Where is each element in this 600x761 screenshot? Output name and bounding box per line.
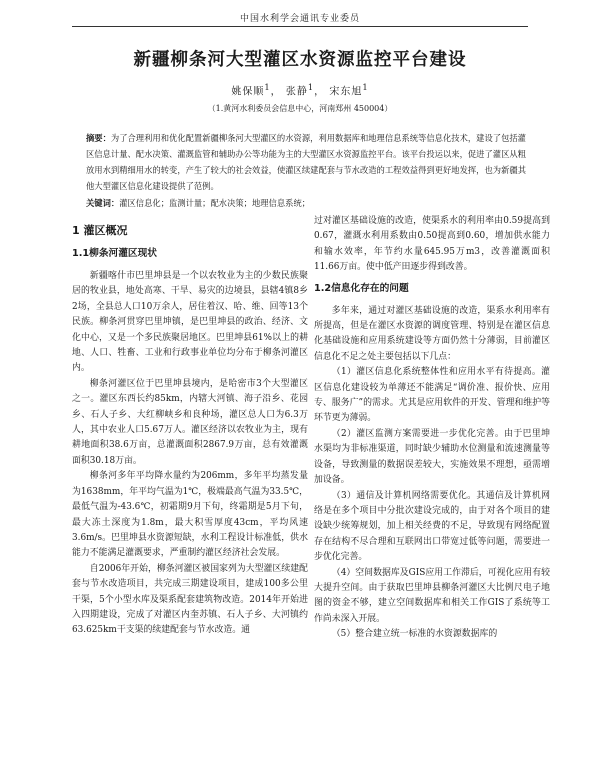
- paragraph: 多年来，通过对灌区基础设施的改造，渠系水利用率有所提高，但是在灌区水资源的调度管理、特别是在灌区信息化基础设施和应用系统建设等方面仍然十分薄弱，目前灌区信息化不足之处主要包括以下几点：: [314, 305, 550, 362]
- author-name: 宋东旭: [329, 86, 363, 98]
- paragraph: （5）整合建立统一标准的水资源数据库的: [331, 629, 498, 640]
- author-list: 姚保顺$^1$， 张静$^1$， 宋东旭$^1$: [231, 82, 369, 98]
- running-head: 中国水利学会通讯专业委员: [239, 14, 360, 24]
- section-heading-1: 1 灌区概况: [72, 224, 128, 237]
- abstract-text: 为了合理利用和优化配置新疆柳条河大型灌区的水资源，利用数据库和地理信息系统等信息化技术，建设了包括灌区信息计量、配水决策、灌溉监管和辅助办公等功能为主的大型灌区水资源监控平台。该平台投运以来，促进了灌区从粗放用水到精细用水的转变，产生了较大的社会效益，使灌区续建配套与节水改造的工程效益得到更好地发挥，也为新疆其他大型灌区信息化建设提供了范例。: [86, 133, 526, 191]
- paragraph: 柳条河灌区位于巴里坤县境内，是哈密市3个大型灌区之一。灌区东西长约85km，内辖大河镇、海子沿乡、花园乡、石人子乡、大红柳峡乡和良种场，灌区总人口为6.3万人，其中农业人口5.67万人。灌区经济以农牧业为主，现有耕地面积38.6万亩，总灌溉面积2867.9万亩，总有效灌溉面积30.18万亩。: [72, 378, 308, 466]
- subsection-heading-1-1: 1.1柳条河灌区现状: [72, 248, 157, 259]
- paragraph: （3）通信及计算机网络需要优化。其通信及计算机网络是在多个项目中分批次建设完成的，由于对各个项目的建设缺少统筹规划，加上相关经费的不足，导致现有网络配置存在结构不尽合理和互联网出口带宽过低等问题，需要进一步优化完善。: [314, 490, 550, 563]
- paragraph: 过对灌区基础设施的改造，使渠系水的利用率由0.59提高到0.67，灌溉水利用系数由0.50提高到0.60，增加供水能力和输水效率，年节约水量645.95万m3，改善灌溉面积11.66万亩。使中低产田逐步得到改善。: [314, 216, 550, 273]
- paragraph: （1）灌区信息化系统整体性和应用水平有待提高。灌区信息化建设较为单薄还不能满足“调价准、报价快、应用专、服务广”的需求。尤其是应用软件的开发、管理和维护等环节更为薄弱。: [314, 367, 550, 424]
- paper-title: 新疆柳条河大型灌区水资源监控平台建设: [133, 50, 467, 70]
- left-column: [72, 214, 308, 639]
- affiliation: （1.黄河水利委员会信息中心，河南郑州 450004）: [207, 104, 393, 113]
- author-name: 姚保顺: [231, 86, 265, 98]
- keywords-text: 灌区信息化；监测计量；配水决策；地理信息系统；: [119, 198, 311, 208]
- right-column: [314, 214, 550, 643]
- header-rule: [72, 26, 528, 27]
- paragraph: （4）空间数据库及GIS应用工作滞后，可视化应用有较大提升空间。由于获取巴里坤县柳条河灌区大比例尺电子地图的资金不够，建立空间数据库和相关工作GIS了系统等工作尚未深入开展。: [314, 567, 550, 624]
- subsection-heading-1-2: 1.2信息化存在的问题: [314, 282, 409, 294]
- keywords: [86, 195, 526, 211]
- paragraph: 新疆喀什市巴里坤县是一个以农牧业为主的少数民族聚居的牧业县，地处高寒、干旱、易灾的边境县，县辖4镇8乡2场，全县总人口10万余人，居住着汉、哈、维、回等13个民族。柳条河贯穿巴里坤镇，是巴里坤县的政治、经济、文化中心，又是一个多民族聚居地区。巴里坤县61%以上的耕地、人口、牲畜、工业和行政事业单位均分布于柳条河灌区内。: [72, 271, 308, 374]
- keywords-label: 关键词：: [86, 198, 120, 208]
- paragraph: 自2006年开始，柳条河灌区被国家列为大型灌区续建配套与节水改造项目，共完成三期建设项目，建成100多公里干渠，5个小型水库及渠系配套建筑物改造。2014年开始进入四期建设，完成了对灌区内奎苏镇、石人子乡、大河镇约63.625km干支渠的续建配套与节水改造。通: [72, 563, 308, 636]
- paragraph: 柳条河多年平均降水量约为206mm，多年平均蒸发量为1638mm，年平均气温为1℃，极端最高气温为33.5℃，最低气温为-43.6℃，初霜期9月下旬，终霜期是5月下旬，最大冻土深度为1.8m，最大积雪厚度43cm，平均风速3.6m/s。巴里坤县水资源短缺，水利工程设计标准低，供水能力不能满足灌溉要求，严重制约灌区经济社会发展。: [72, 471, 308, 559]
- abstract: [86, 130, 526, 194]
- author-name: 张静: [285, 86, 308, 98]
- abstract-label: 摘要：: [86, 133, 111, 143]
- paragraph: （2）灌区监测方案需要进一步优化完善。由于巴里坤水渠均为非标准渠道，同时缺少辅助水位测量和流速测量等设备，导致测量的数据误差较大，实施效果不理想，亟需增加设备。: [314, 428, 550, 486]
